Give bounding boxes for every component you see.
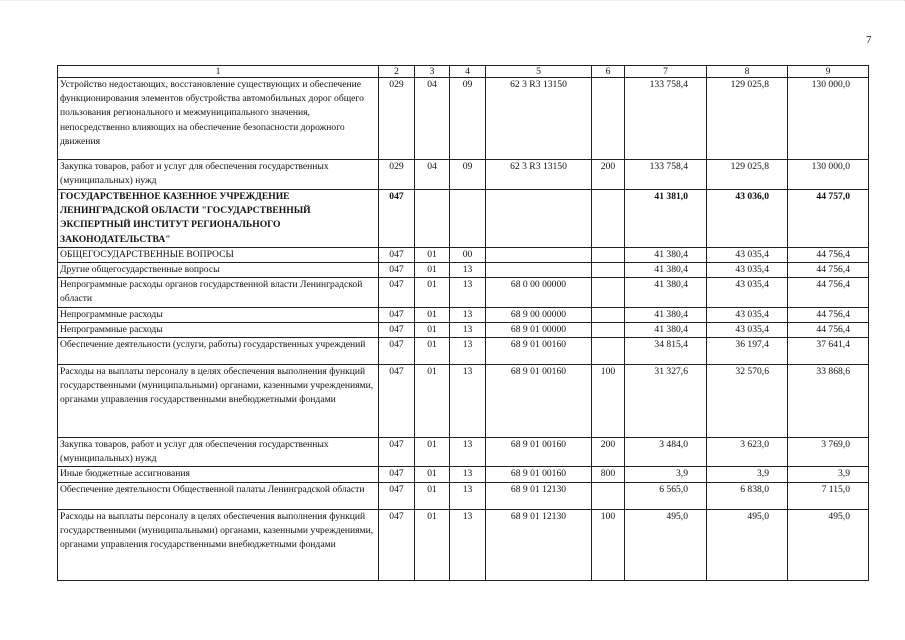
- row-amount-year1-cell: 41 380,4: [625, 322, 707, 337]
- row-section-cell: 04: [415, 78, 450, 160]
- row-expense-type-cell: 100: [592, 509, 625, 580]
- row-amount-year2-cell: 3 623,0: [707, 438, 788, 467]
- row-amount-year1-cell: 6 565,0: [625, 482, 707, 509]
- row-target-article-cell: 68 9 01 12130: [486, 509, 592, 580]
- row-amount-year2-cell: 43 035,4: [707, 307, 788, 322]
- table-row: [58, 160, 869, 190]
- row-subsection-cell: [450, 190, 486, 248]
- row-amount-year1-cell: 133 758,4: [625, 160, 707, 190]
- table-row: [58, 190, 869, 248]
- row-amount-year2-cell: 43 035,4: [707, 278, 788, 307]
- row-name-cell: Расходы на выплаты персоналу в целях обеспечения выполнения функций государственными (муниципальными) органами, казенными учреждениями, органами управления государственными внебюджетными фондами: [58, 365, 379, 438]
- row-amount-year2-cell: 43 035,4: [707, 247, 788, 262]
- row-section-cell: 01: [415, 365, 450, 438]
- row-section-cell: 01: [415, 263, 450, 278]
- row-subsection-cell: 13: [450, 307, 486, 322]
- row-amount-year1-cell: 41 380,4: [625, 307, 707, 322]
- row-amount-year1-cell: 41 380,4: [625, 278, 707, 307]
- row-amount-year2-cell: 6 838,0: [707, 482, 788, 509]
- table-row: [58, 278, 869, 307]
- row-name-cell: Закупка товаров, работ и услуг для обеспечения государственных (муниципальных) нужд: [58, 438, 379, 467]
- row-target-article-cell: [486, 263, 592, 278]
- budget-table: [57, 65, 869, 581]
- row-target-article-cell: 68 9 00 00000: [486, 307, 592, 322]
- row-expense-type-cell: 100: [592, 365, 625, 438]
- scan-artifact-line: [0, 0, 905, 5]
- row-subsection-cell: 13: [450, 509, 486, 580]
- table-row: [58, 338, 869, 365]
- row-expense-type-cell: [592, 190, 625, 248]
- row-subsection-cell: 13: [450, 467, 486, 482]
- row-subsection-cell: 13: [450, 438, 486, 467]
- row-target-article-cell: [486, 190, 592, 248]
- budget-table-container: [57, 65, 868, 581]
- row-admin-code-cell: 029: [379, 160, 415, 190]
- row-section-cell: 01: [415, 482, 450, 509]
- row-subsection-cell: 09: [450, 78, 486, 160]
- row-amount-year3-cell: 130 000,0: [788, 78, 869, 160]
- row-subsection-cell: 00: [450, 247, 486, 262]
- row-admin-code-cell: 047: [379, 247, 415, 262]
- row-amount-year2-cell: 36 197,4: [707, 338, 788, 365]
- row-section-cell: 01: [415, 467, 450, 482]
- row-amount-year1-cell: 495,0: [625, 509, 707, 580]
- row-admin-code-cell: 047: [379, 278, 415, 307]
- row-name-cell: Обеспечение деятельности (услуги, работы) государственных учреждений: [58, 338, 379, 365]
- row-amount-year1-cell: 133 758,4: [625, 78, 707, 160]
- row-amount-year1-cell: 3,9: [625, 467, 707, 482]
- row-amount-year3-cell: 130 000,0: [788, 160, 869, 190]
- row-target-article-cell: 62 3 R3 13150: [486, 78, 592, 160]
- row-amount-year3-cell: 44 756,4: [788, 263, 869, 278]
- row-amount-year3-cell: 44 756,4: [788, 278, 869, 307]
- row-subsection-cell: 13: [450, 278, 486, 307]
- row-amount-year2-cell: 32 570,6: [707, 365, 788, 438]
- row-amount-year3-cell: 37 641,4: [788, 338, 869, 365]
- row-amount-year3-cell: 33 868,6: [788, 365, 869, 438]
- row-amount-year1-cell: 41 380,4: [625, 263, 707, 278]
- row-name-cell: Непрограммные расходы: [58, 307, 379, 322]
- table-body: [58, 78, 869, 581]
- row-section-cell: [415, 190, 450, 248]
- row-admin-code-cell: 047: [379, 467, 415, 482]
- row-name-cell: Закупка товаров, работ и услуг для обеспечения государственных (муниципальных) нужд: [58, 160, 379, 190]
- header-cell: 4: [450, 66, 486, 78]
- table-row: [58, 509, 869, 580]
- row-expense-type-cell: [592, 307, 625, 322]
- row-admin-code-cell: 047: [379, 338, 415, 365]
- row-target-article-cell: 68 9 01 12130: [486, 482, 592, 509]
- row-admin-code-cell: 047: [379, 365, 415, 438]
- table-header-row: [58, 66, 869, 78]
- row-name-cell: Обеспечение деятельности Общественной палаты Ленинградской области: [58, 482, 379, 509]
- row-name-cell: Непрограммные расходы: [58, 322, 379, 337]
- row-expense-type-cell: [592, 78, 625, 160]
- table-row: [58, 365, 869, 438]
- row-target-article-cell: 62 3 R3 13150: [486, 160, 592, 190]
- row-admin-code-cell: 047: [379, 509, 415, 580]
- table-row: [58, 438, 869, 467]
- row-admin-code-cell: 047: [379, 482, 415, 509]
- header-cell: 1: [58, 66, 379, 78]
- row-name-cell: Непрограммные расходы органов государственной власти Ленинградской области: [58, 278, 379, 307]
- row-section-cell: 01: [415, 509, 450, 580]
- table-row: [58, 322, 869, 337]
- row-target-article-cell: 68 9 01 00160: [486, 467, 592, 482]
- row-expense-type-cell: [592, 482, 625, 509]
- row-expense-type-cell: [592, 278, 625, 307]
- header-cell: 3: [415, 66, 450, 78]
- row-section-cell: 01: [415, 438, 450, 467]
- row-target-article-cell: [486, 247, 592, 262]
- row-target-article-cell: 68 0 00 00000: [486, 278, 592, 307]
- row-amount-year3-cell: 44 757,0: [788, 190, 869, 248]
- row-admin-code-cell: 047: [379, 307, 415, 322]
- row-target-article-cell: 68 9 01 00160: [486, 438, 592, 467]
- header-cell: 8: [707, 66, 788, 78]
- table-row: [58, 307, 869, 322]
- row-subsection-cell: 13: [450, 365, 486, 438]
- row-amount-year1-cell: 41 380,4: [625, 247, 707, 262]
- table-row: [58, 467, 869, 482]
- header-cell: 5: [486, 66, 592, 78]
- row-expense-type-cell: 800: [592, 467, 625, 482]
- row-subsection-cell: 13: [450, 263, 486, 278]
- row-amount-year2-cell: 129 025,8: [707, 78, 788, 160]
- row-admin-code-cell: 047: [379, 438, 415, 467]
- header-cell: 6: [592, 66, 625, 78]
- table-row: [58, 78, 869, 160]
- row-amount-year3-cell: 3 769,0: [788, 438, 869, 467]
- table-row: [58, 247, 869, 262]
- row-amount-year2-cell: 43 035,4: [707, 322, 788, 337]
- table-row: [58, 263, 869, 278]
- row-admin-code-cell: 047: [379, 263, 415, 278]
- header-cell: 2: [379, 66, 415, 78]
- row-admin-code-cell: 029: [379, 78, 415, 160]
- row-admin-code-cell: 047: [379, 190, 415, 248]
- row-target-article-cell: 68 9 01 00160: [486, 338, 592, 365]
- row-amount-year3-cell: 44 756,4: [788, 247, 869, 262]
- row-amount-year2-cell: 3,9: [707, 467, 788, 482]
- row-name-cell: Иные бюджетные ассигнования: [58, 467, 379, 482]
- row-name-cell: Другие общегосударственные вопросы: [58, 263, 379, 278]
- page-number: 7: [866, 34, 872, 46]
- row-amount-year1-cell: 31 327,6: [625, 365, 707, 438]
- row-admin-code-cell: 047: [379, 322, 415, 337]
- row-section-cell: 01: [415, 338, 450, 365]
- row-amount-year2-cell: 43 036,0: [707, 190, 788, 248]
- row-amount-year1-cell: 34 815,4: [625, 338, 707, 365]
- row-amount-year1-cell: 3 484,0: [625, 438, 707, 467]
- row-section-cell: 01: [415, 278, 450, 307]
- row-expense-type-cell: [592, 322, 625, 337]
- row-subsection-cell: 09: [450, 160, 486, 190]
- row-expense-type-cell: 200: [592, 438, 625, 467]
- header-cell: 7: [625, 66, 707, 78]
- row-amount-year2-cell: 43 035,4: [707, 263, 788, 278]
- row-target-article-cell: 68 9 01 00000: [486, 322, 592, 337]
- row-expense-type-cell: [592, 338, 625, 365]
- header-cell: 9: [788, 66, 869, 78]
- row-amount-year3-cell: 44 756,4: [788, 322, 869, 337]
- row-section-cell: 01: [415, 322, 450, 337]
- row-amount-year3-cell: 7 115,0: [788, 482, 869, 509]
- row-amount-year3-cell: 44 756,4: [788, 307, 869, 322]
- row-expense-type-cell: [592, 247, 625, 262]
- row-section-cell: 01: [415, 307, 450, 322]
- row-expense-type-cell: [592, 263, 625, 278]
- row-amount-year3-cell: 495,0: [788, 509, 869, 580]
- row-subsection-cell: 13: [450, 322, 486, 337]
- row-section-cell: 04: [415, 160, 450, 190]
- row-section-cell: 01: [415, 247, 450, 262]
- row-target-article-cell: 68 9 01 00160: [486, 365, 592, 438]
- row-name-cell: Расходы на выплаты персоналу в целях обеспечения выполнения функций государственными (муниципальными) органами, казенными учреждениями, органами управления государственными внебюджетными фондами: [58, 509, 379, 580]
- row-expense-type-cell: 200: [592, 160, 625, 190]
- row-name-cell: ГОСУДАРСТВЕННОЕ КАЗЕННОЕ УЧРЕЖДЕНИЕ ЛЕНИНГРАДСКОЙ ОБЛАСТИ "ГОСУДАРСТВЕННЫЙ ЭКСПЕРТНЫЙ ИНСТИТУТ РЕГИОНАЛЬНОГО ЗАКОНОДАТЕЛЬСТВА": [58, 190, 379, 248]
- row-amount-year2-cell: 129 025,8: [707, 160, 788, 190]
- row-subsection-cell: 13: [450, 482, 486, 509]
- row-subsection-cell: 13: [450, 338, 486, 365]
- table-row: [58, 482, 869, 509]
- row-amount-year3-cell: 3,9: [788, 467, 869, 482]
- row-amount-year2-cell: 495,0: [707, 509, 788, 580]
- row-name-cell: Устройство недостающих, восстановление существующих и обеспечение функционирования элементов обустройства автомобильных дорог общего пользования регионального и межмуниципального значения, непосредственно влияющих на обеспечение безопасности дорожного движения: [58, 78, 379, 160]
- row-name-cell: ОБЩЕГОСУДАРСТВЕННЫЕ ВОПРОСЫ: [58, 247, 379, 262]
- row-amount-year1-cell: 41 381,0: [625, 190, 707, 248]
